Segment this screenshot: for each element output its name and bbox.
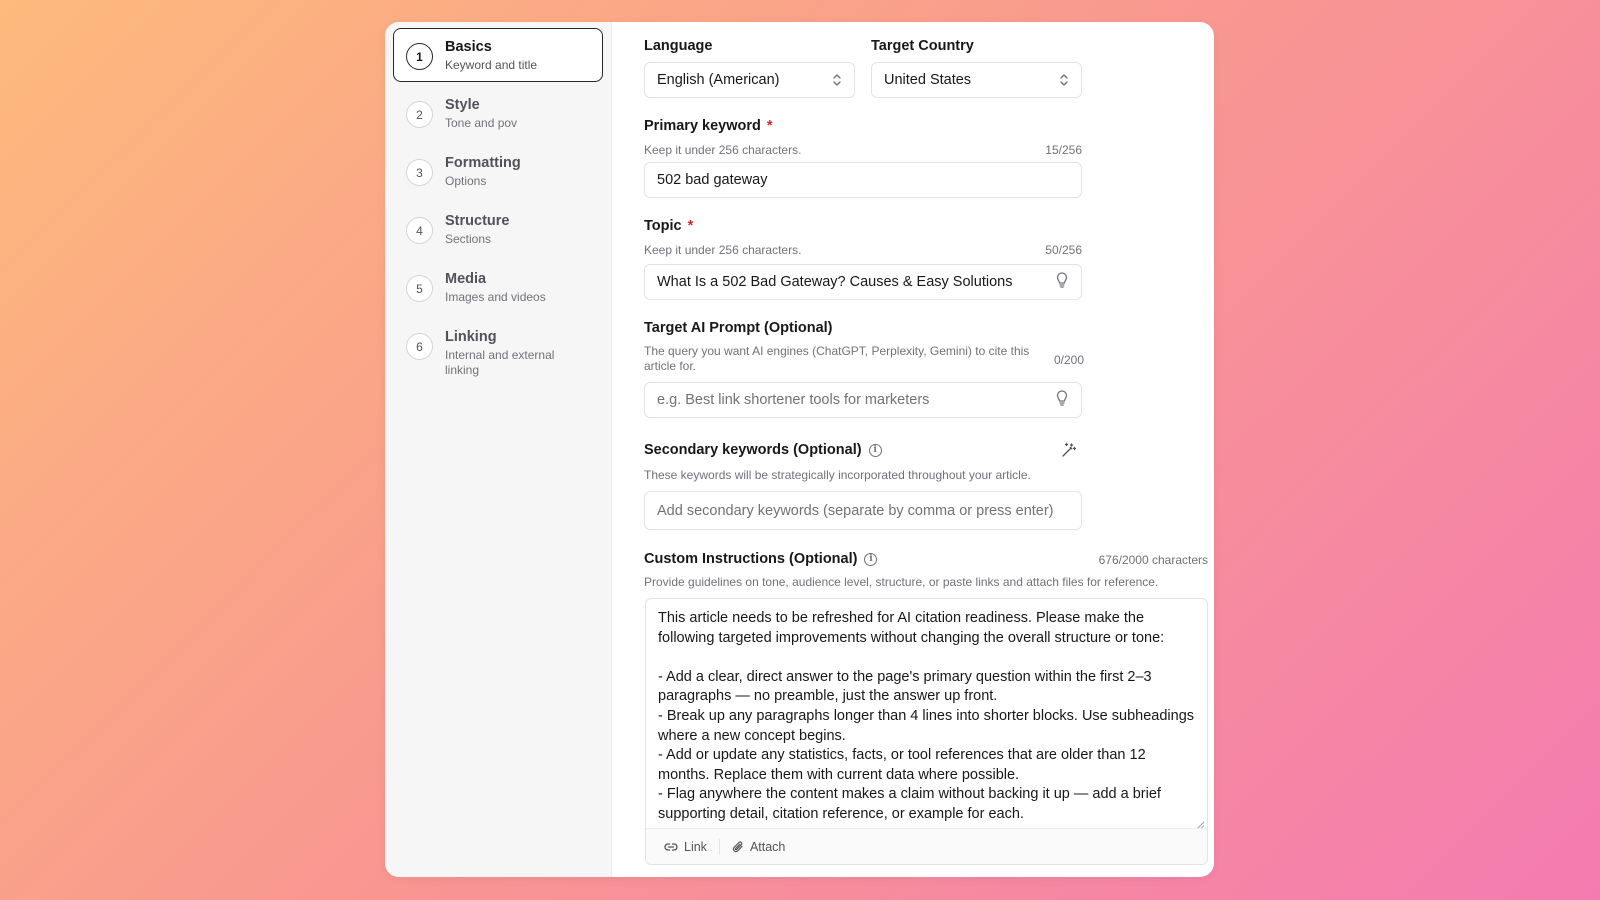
step-subtitle: Tone and pov [445, 116, 518, 130]
step-media[interactable] [393, 260, 603, 314]
attach-button[interactable] [732, 840, 785, 854]
topic-count: 50/256 [1045, 243, 1082, 257]
step-subtitle: Options [445, 174, 487, 188]
topic-input[interactable] [644, 264, 1082, 300]
step-number: 6 [406, 333, 433, 360]
info-icon[interactable]: i [869, 444, 882, 457]
step-title: Formatting [445, 155, 521, 171]
link-button[interactable] [664, 840, 707, 854]
country-value: United States [884, 72, 972, 88]
step-basics[interactable] [393, 28, 603, 82]
primary-keyword-help: Keep it under 256 characters. [644, 143, 802, 157]
chevron-up-down-icon [1059, 73, 1069, 87]
link-icon [664, 842, 678, 852]
step-subtitle: Keyword and title [445, 58, 538, 72]
custom-instructions-textarea[interactable] [645, 598, 1208, 865]
step-number: 5 [406, 275, 433, 302]
language-value: English (American) [657, 72, 780, 88]
required-mark: * [766, 118, 773, 134]
language-select[interactable] [644, 62, 855, 98]
steps-sidebar [385, 22, 612, 877]
step-title: Basics [445, 39, 492, 55]
ai-prompt-help: The query you want AI engines (ChatGPT, Perplexity, Gemini) to cite this article for. [644, 344, 1030, 373]
step-subtitle: Internal and external linking [445, 348, 555, 377]
link-label: Link [684, 839, 707, 854]
custom-instructions-count: 676/2000 characters [1098, 553, 1208, 567]
primary-keyword-value: 502 bad gateway [657, 172, 768, 188]
country-label: Target Country [871, 38, 974, 54]
primary-keyword-label: Primary keyword * [644, 118, 773, 134]
custom-instructions-text[interactable]: This article needs to be refreshed for AI citation readiness. Please make the following targeted improvements without changing the overall structure or tone: - Add a clear, direct answer to the page's primary question within the first 2–3 paragraphs — no preamble, just the answer up front. - Break up any paragraphs longer than 4 lines into shorter blocks. Use subheadings where a new concept begins. - Add or update any statistics, facts, or tool references that are older than 12 months. Replace them with current data where possible. - Flag anywhere the content makes a claim without backing it up — add a brief supporting detail, citation reference, or example for each. [658, 610, 1195, 822]
step-subtitle: Images and videos [445, 290, 546, 304]
step-title: Linking [445, 329, 497, 345]
custom-instructions-label: Custom Instructions (Optional) i [644, 551, 877, 567]
step-number: 4 [406, 217, 433, 244]
topic-help: Keep it under 256 characters. [644, 243, 802, 257]
topic-label: Topic * [644, 218, 694, 234]
step-number: 2 [406, 101, 433, 128]
paperclip-icon [732, 840, 744, 854]
step-formatting[interactable] [393, 144, 603, 198]
step-number: 3 [406, 159, 433, 186]
ai-prompt-count: 0/200 [1053, 353, 1084, 367]
required-mark: * [687, 218, 694, 234]
textarea-toolbar [646, 828, 1207, 864]
secondary-keywords-text[interactable] [657, 503, 1069, 519]
toolbar-divider [719, 839, 720, 855]
secondary-keywords-input[interactable] [644, 491, 1082, 530]
step-linking[interactable] [393, 318, 603, 387]
ai-prompt-label: Target AI Prompt (Optional) [644, 320, 833, 336]
ai-prompt-text[interactable] [657, 392, 1055, 408]
step-title: Media [445, 271, 487, 287]
step-subtitle: Sections [445, 232, 492, 246]
custom-instructions-help: Provide guidelines on tone, audience level, structure, or paste links and attach files for reference. [644, 575, 1159, 589]
step-title: Structure [445, 213, 510, 229]
secondary-keywords-help: These keywords will be strategically incorporated throughout your article. [644, 468, 1031, 482]
step-number: 1 [406, 43, 433, 70]
topic-value: What Is a 502 Bad Gateway? Causes & Easy Solutions [657, 274, 1013, 290]
language-label: Language [644, 38, 713, 54]
step-title: Style [445, 97, 480, 113]
primary-keyword-count: 15/256 [1045, 143, 1082, 157]
attach-label: Attach [749, 839, 786, 854]
step-structure[interactable] [393, 202, 603, 256]
ai-prompt-input[interactable] [644, 382, 1082, 418]
resize-handle-icon[interactable] [1196, 817, 1205, 826]
info-icon[interactable]: i [864, 553, 877, 566]
magic-wand-icon[interactable] [1061, 442, 1077, 463]
secondary-keywords-label: Secondary keywords (Optional) i [644, 442, 882, 458]
lightbulb-icon[interactable] [1055, 272, 1069, 292]
country-select[interactable] [871, 62, 1082, 98]
step-style[interactable] [393, 86, 603, 140]
lightbulb-icon[interactable] [1055, 390, 1069, 410]
primary-keyword-input[interactable] [644, 162, 1082, 198]
chevron-up-down-icon [832, 73, 842, 87]
